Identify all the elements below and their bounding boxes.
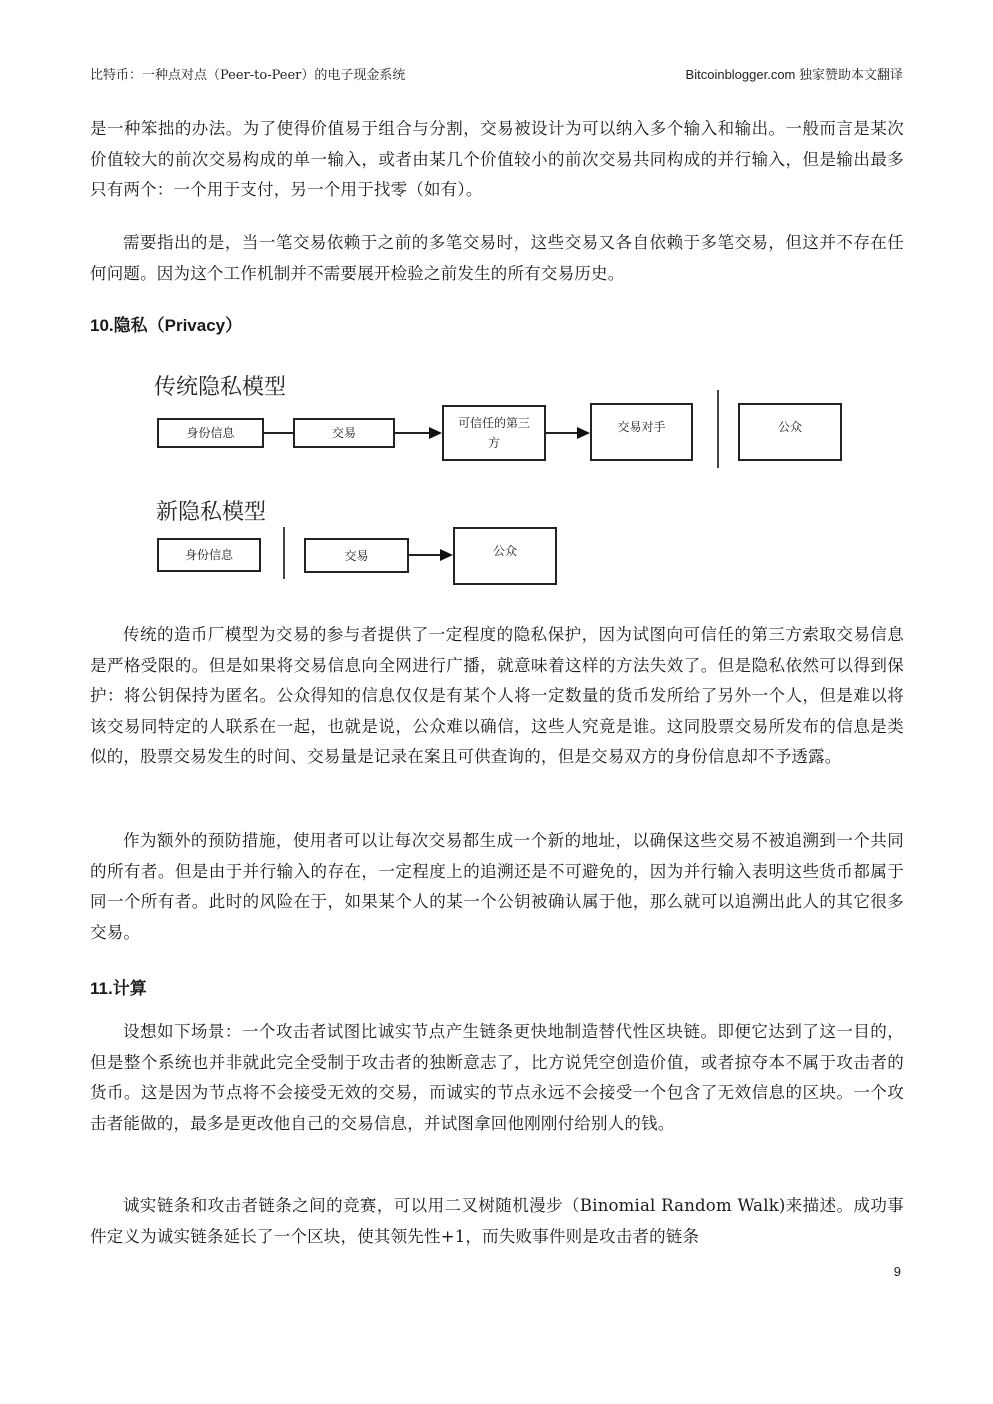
paragraph-attacker-scenario: 设想如下场景：一个攻击者试图比诚实节点产生链条更快地制造替代性区块链。即便它达到了这一目的，但是整个系统也并非就此完全受制于攻击者的独断意志了，比方说凭空创造价值，或者掠夺本不属于攻击者的货币。这是因为节点将不会接受无效的交易，而诚实的节点永远不会接受一个包含了无效信息的区块。一个攻击者能做的，最多是更改他自己的交易信息，并试图拿回他刚刚付给别人的钱。 <box>90 1022 904 1133</box>
box-transaction-new <box>304 538 409 573</box>
connector-line <box>264 432 294 434</box>
box-counterparty <box>590 403 693 461</box>
section-heading-calculations: 11.计算 <box>90 979 147 998</box>
divider-line-new <box>283 527 285 579</box>
traditional-model-title: 传统隐私模型 <box>154 375 287 400</box>
box-transaction-label: 交易 <box>331 426 356 440</box>
box-public-label: 公众 <box>777 420 802 434</box>
box-transaction-new-label: 交易 <box>344 548 369 563</box>
connector-line <box>395 432 429 434</box>
divider-line <box>717 390 719 468</box>
box-identity-new-label: 身份信息 <box>184 548 233 562</box>
running-header-sponsor: Bitcoinblogger.com 独家赞助本文翻译 <box>685 67 903 82</box>
box-trusted-third-party <box>442 405 546 461</box>
new-model-title: 新隐私模型 <box>156 500 267 525</box>
connector-line <box>546 432 577 434</box>
page-number: 9 <box>893 1264 901 1279</box>
box-identity-label: 身份信息 <box>186 426 235 440</box>
paragraph-binomial-walk: 诚实链条和攻击者链条之间的竞赛，可以用二叉树随机漫步（Binomial Random Walk)来描述。成功事件定义为诚实链条延长了一个区块，使其领先性+1，而失败事件则是攻击者的链条 <box>90 1196 904 1246</box>
box-public-new-label: 公众 <box>492 544 517 558</box>
paragraph-privacy-model: 传统的造币厂模型为交易的参与者提供了一定程度的隐私保护，因为试图向可信任的第三方索取交易信息是严格受限的。但是如果将交易信息向全网进行广播，就意味着这样的方法失效了。但是隐私依然可以得到保护：将公钥保持为匿名。公众得知的信息仅仅是有某个人将一定数量的货币发所给了另外一个人，但是难以将该交易同特定的人联系在一起，也就是说，公众难以确信，这些人究竟是谁。这同股票交易所发布的信息是类似的，股票交易发生的时间、交易量是记录在案且可供查询的，但是交易双方的身份信息却不予透露。 <box>90 625 904 766</box>
running-header-title: 比特币：一种点对点（Peer-to-Peer）的电子现金系统 <box>90 68 406 83</box>
arrow-head-icon <box>429 427 442 439</box>
paragraph-dependency: 需要指出的是，当一笔交易依赖于之前的多笔交易时，这些交易又各自依赖于多笔交易，但这并不存在任何问题。因为这个工作机制并不需要展开检验之前发生的所有交易历史。 <box>90 233 904 283</box>
paragraph-new-address: 作为额外的预防措施，使用者可以让每次交易都生成一个新的地址，以确保这些交易不被追溯到一个共同的所有者。但是由于并行输入的存在，一定程度上的追溯还是不可避免的，因为并行输入表明这些货币都属于同一个所有者。此时的风险在于，如果某个人的某一个公钥被确认属于他，那么就可以追溯出此人的其它很多交易。 <box>90 831 904 942</box>
box-transaction <box>293 418 395 448</box>
box-counterparty-label: 交易对手 <box>617 420 666 434</box>
connector-line <box>409 554 440 556</box>
section-heading-privacy: 10.隐私（Privacy） <box>90 316 243 335</box>
box-public <box>738 403 842 461</box>
box-identity <box>157 418 264 448</box>
paragraph-continuation: 是一种笨拙的办法。为了使得价值易于组合与分割，交易被设计为可以纳入多个输入和输出。一般而言是某次价值较大的前次交易构成的单一输入，或者由某几个价值较小的前次交易共同构成的并行输入，但是输出最多只有两个：一个用于支付，另一个用于找零（如有）。 <box>90 119 904 199</box>
box-trusted-third-party-label: 可信任的第三方 <box>457 416 530 450</box>
arrow-head-icon <box>440 549 453 561</box>
box-identity-new <box>157 538 261 572</box>
box-public-new <box>453 527 557 585</box>
arrow-head-icon <box>577 427 590 439</box>
